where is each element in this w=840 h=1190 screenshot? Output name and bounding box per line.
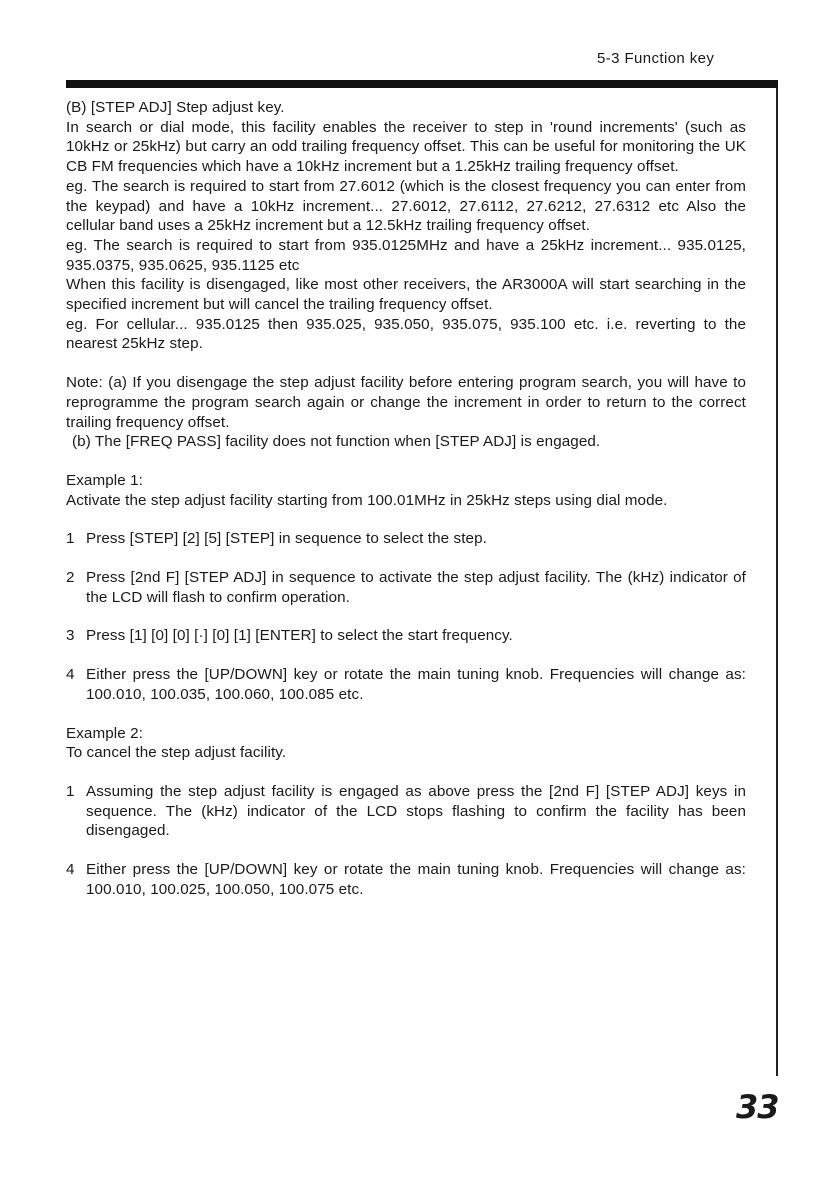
paragraph: In search or dial mode, this facility enables the receiver to step in 'round increments' (such as 10kHz or 25kHz) but carry an odd trailing frequency offset. This can be useful for monitoring the UK CB FM frequencies which have a 10kHz increment but a 1.25kHz trailing frequency offset. — [66, 118, 746, 176]
step-number: 3 — [66, 627, 75, 645]
step-number: 4 — [66, 861, 75, 879]
example2-title: Example 2: — [66, 724, 143, 742]
example1-step — [66, 568, 746, 607]
step-text: Press [1] [0] [0] [·] [0] [1] [ENTER] to select the start frequency. — [86, 627, 513, 645]
example2-step — [66, 782, 746, 841]
example1-intro: Activate the step adjust facility starting from 100.01MHz in 25kHz steps using dial mode. — [66, 491, 668, 509]
step-number: 4 — [66, 666, 75, 684]
step-number: 1 — [66, 782, 75, 800]
paragraph: eg. The search is required to start from 27.6012 (which is the closest frequency you can enter from the keypad) and have a 10kHz increment... 27.6012, 27.6112, 27.6212, 27.6312 etc Also the cellular band uses a 25kHz increment but a 12.5kHz trailing frequency offset. — [66, 177, 746, 235]
step-text: Press [2nd F] [STEP ADJ] in sequence to activate the step adjust facility. The (kHz) indicator of the LCD will flash to confirm operation. — [86, 569, 746, 606]
right-border-line — [776, 88, 778, 1076]
step-text: Either press the [UP/DOWN] key or rotate the main tuning knob. Frequencies will change as: 100.010, 100.035, 100.060, 100.085 etc. — [86, 666, 746, 703]
step-text: Assuming the step adjust facility is engaged as above press the [2nd F] [STEP ADJ] keys in sequence. The (kHz) indicator of the LCD stops flashing to confirm the facility has been disengaged. — [86, 782, 746, 840]
step-text: Either press the [UP/DOWN] key or rotate the main tuning knob. Frequencies will change as: 100.010, 100.025, 100.050, 100.075 etc. — [86, 861, 746, 898]
page-body — [66, 98, 746, 900]
example1-step — [66, 529, 746, 549]
step-number: 1 — [66, 530, 75, 548]
paragraph: eg. For cellular... 935.0125 then 935.025, 935.050, 935.075, 935.100 etc. i.e. reverting to the nearest 25kHz step. — [66, 315, 746, 353]
section-header: 5-3 Function key — [597, 50, 715, 67]
step-text: Press [STEP] [2] [5] [STEP] in sequence to select the step. — [86, 530, 487, 548]
header-rule — [66, 80, 778, 88]
paragraph: When this facility is disengaged, like most other receivers, the AR3000A will start searching in the specified increment but will cancel the trailing frequency offset. — [66, 276, 746, 314]
step-number: 2 — [66, 569, 75, 587]
section-title: (B) [STEP ADJ] Step adjust key. — [66, 99, 285, 116]
paragraph: eg. The search is required to start from 935.0125MHz and have a 25kHz increment... 935.0125, 935.0375, 935.0625, 935.1125 etc — [66, 236, 746, 274]
example2-intro: To cancel the step adjust facility. — [66, 744, 287, 762]
example1-title: Example 1: — [66, 471, 143, 489]
example1-step — [66, 626, 746, 646]
example1-step — [66, 665, 746, 704]
example2-step — [66, 860, 746, 899]
note-a: Note: (a) If you disengage the step adjust facility before entering program search, you will have to reprogramme the program search again or change the increment in order to return to the correct trailing frequency offset. — [66, 374, 746, 431]
note-b: (b) The [FREQ PASS] facility does not function when [STEP ADJ] is engaged. — [72, 433, 601, 451]
page-number: 33 — [736, 1088, 779, 1126]
